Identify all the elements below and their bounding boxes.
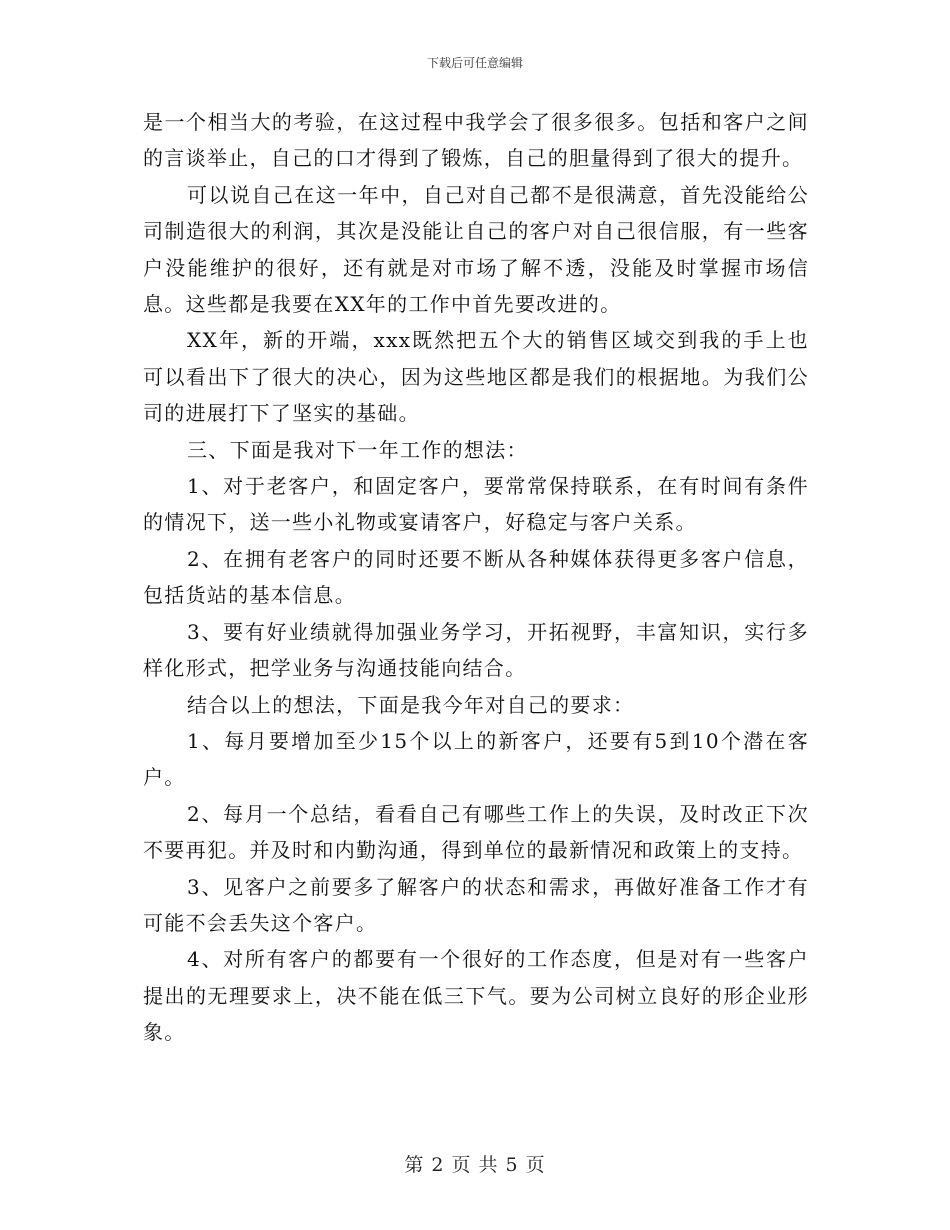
list-item-requirement-2: 2、每月一个总结，看看自己有哪些工作上的失误，及时改正下次不要再犯。并及时和内勤沟通，得到单位的最新情况和政策上的支持。 xyxy=(143,801,809,863)
list-item-plan-3: 3、要有好业绩就得加强业务学习，开拓视野，丰富知识，实行多样化形式，把学业务与沟通技能向结合。 xyxy=(143,619,809,681)
page-header-note: 下载后可任意编辑 xyxy=(426,56,523,70)
page-number: 第 2 页 共 5 页 xyxy=(404,1154,546,1176)
paragraph-self-assessment: 可以说自己在这一年中，自己对自己都不是很满意，首先没能给公司制造很大的利润，其次是没能让自己的客户对自己很信服，有一些客户没能维护的很好，还有就是对市场了解不透，没能及时掌握市场信息。这些都是我要在XX年的工作中首先要改进的。 xyxy=(143,182,809,317)
paragraph-continuation: 是一个相当大的考验，在这过程中我学会了很多很多。包括和客户之间的言谈举止，自己的口才得到了锻炼，自己的胆量得到了很大的提升。 xyxy=(143,110,809,171)
list-item-requirement-1: 1、每月要增加至少15个以上的新客户，还要有5到10个潜在客户。 xyxy=(143,728,809,790)
list-item-plan-1: 1、对于老客户，和固定客户，要常常保持联系，在有时间有条件的情况下，送一些小礼物或宴请客户，好稳定与客户关系。 xyxy=(143,474,809,535)
list-item-plan-2: 2、在拥有老客户的同时还要不断从各种媒体获得更多客户信息，包括货站的基本信息。 xyxy=(143,546,809,608)
paragraph-new-start: XX年，新的开端，xxx既然把五个大的销售区域交到我的手上也可以看出下了很大的决心，因为这些地区都是我们的根据地。为我们公司的进展打下了坚实的基础。 xyxy=(143,328,809,426)
section-intro-requirements: 结合以上的想法，下面是我今年对自己的要求： xyxy=(187,692,635,717)
list-item-requirement-4: 4、对所有客户的都要有一个很好的工作态度，但是对有一些客户提出的无理要求上，决不能在低三下气。要为公司树立良好的形企业形象。 xyxy=(143,947,809,1045)
section-heading-next-year: 三、下面是我对下一年工作的想法： xyxy=(187,437,528,462)
list-item-requirement-3: 3、见客户之前要多了解客户的状态和需求，再做好准备工作才有可能不会丢失这个客户。 xyxy=(143,874,809,935)
document-body xyxy=(143,104,809,1051)
